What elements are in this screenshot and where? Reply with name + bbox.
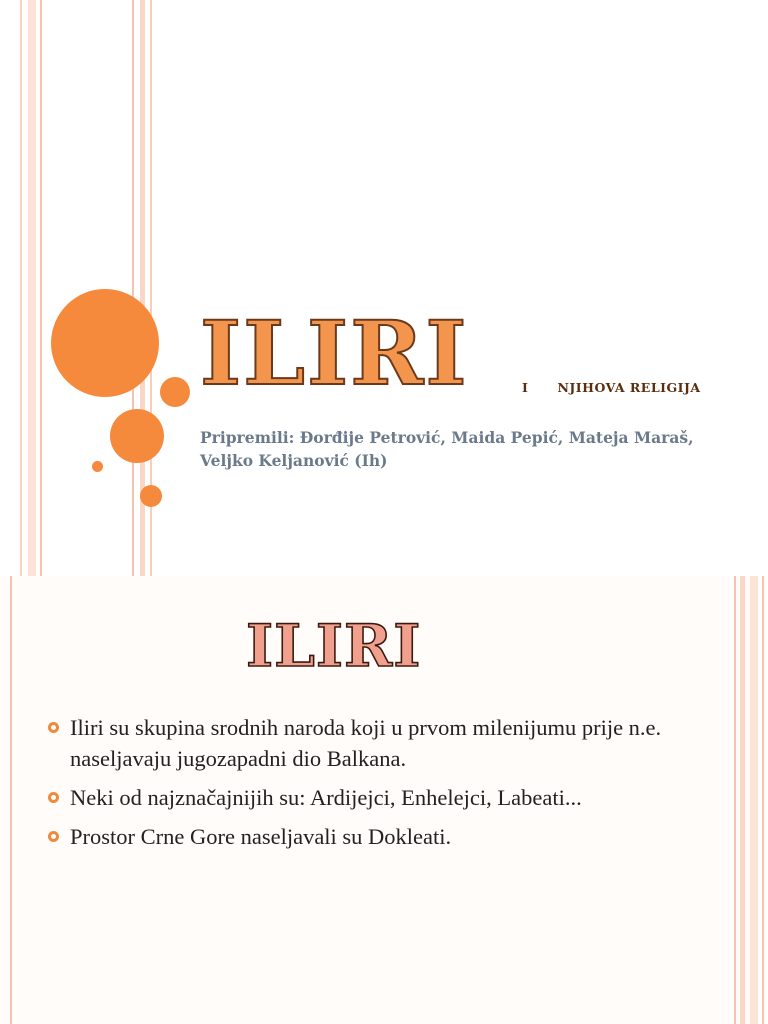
list-item (46, 821, 706, 852)
decor-line (132, 0, 134, 576)
decor-line (40, 0, 42, 576)
decor-line (740, 576, 745, 1024)
decor-line (750, 576, 758, 1024)
bullet-text: Prostor Crne Gore naseljavali su Dokleati. (70, 824, 452, 849)
decor-circle-small (160, 377, 190, 407)
orange-ring-bullet-icon (48, 831, 59, 842)
content-slide (0, 576, 768, 1024)
list-item (46, 712, 706, 774)
orange-ring-bullet-icon (48, 722, 59, 733)
decor-line (28, 0, 36, 576)
decor-line (10, 576, 12, 1024)
decor-line (734, 576, 736, 1024)
slide-subtitle: I NJIHOVA RELIGIJA (522, 380, 701, 395)
decor-line (20, 0, 22, 576)
bullet-text: Neki od najznačajnijih su: Ardijejci, Enhelejci, Labeati... (70, 785, 582, 810)
decor-line (762, 576, 764, 1024)
authors-text: Pripremili: Đorđije Petrović, Maida Pepić, Mateja Maraš, Veljko Keljanović (Ih) (200, 428, 694, 470)
decor-circle-tiny (92, 461, 103, 472)
decor-circle-medium (110, 409, 164, 463)
slide-title: ILIRI (246, 612, 422, 680)
decor-circle-large (51, 289, 159, 397)
slide-title: ILIRI (200, 301, 469, 405)
decor-circle-small (140, 485, 162, 507)
bullet-text: Iliri su skupina srodnih naroda koji u prvom milenijumu prije n.e. naseljavaju jugozapadni dio Balkana. (70, 715, 662, 771)
list-item (46, 782, 706, 813)
orange-ring-bullet-icon (48, 792, 59, 803)
bullet-list (46, 712, 706, 860)
